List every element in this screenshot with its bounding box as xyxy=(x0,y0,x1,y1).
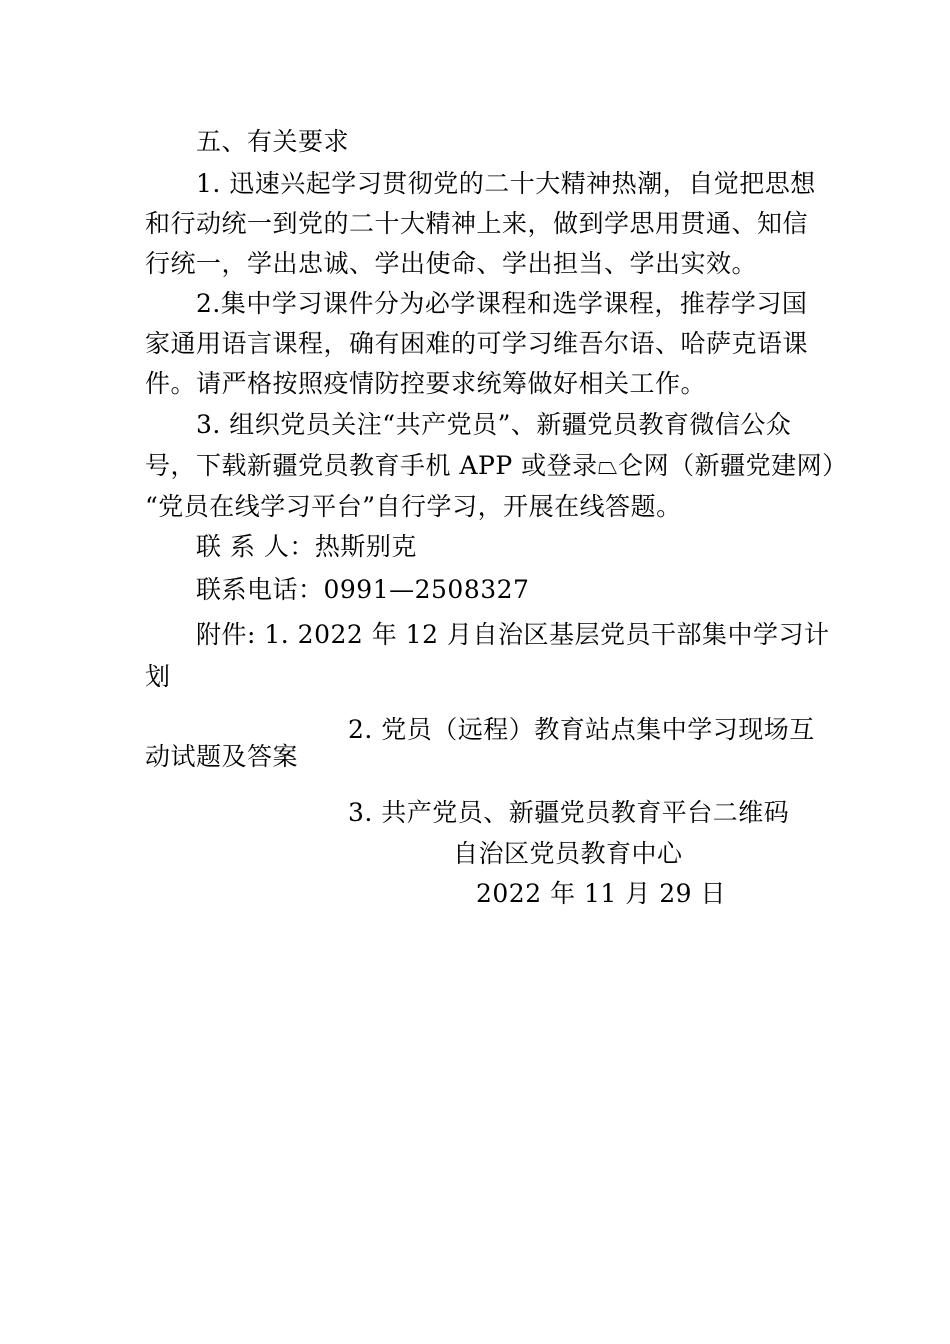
item3-line1: 3. 组织党员关注“共产党员”、新疆党员教育微信公众 xyxy=(196,410,792,439)
attachment-1-line2: 划 xyxy=(145,662,171,691)
item1-line3: 行统一，学出忠诚、学出使命、学出担当、学出实效。 xyxy=(145,249,758,278)
item2-line3: 件。请严格按照疫情防控要求统筹做好相关工作。 xyxy=(145,369,707,398)
signature-org: 自治区党员教育中心 xyxy=(453,839,683,868)
section-heading: 五、有关要求 xyxy=(196,127,350,156)
item1-line1: 1. 迅速兴起学习贯彻党的二十大精神热潮，自觉把思想 xyxy=(196,169,816,198)
item2-line2: 家通用语言课程，确有困难的可学习维吾尔语、哈萨克语课 xyxy=(145,329,809,358)
attachment-2-line1: 2. 党员（远程）教育站点集中学习现场互 xyxy=(348,715,815,744)
item3-line3: “党员在线学习平台”自行学习，开展在线答题。 xyxy=(145,492,682,521)
attachment-1-line1: 附件: 1. 2022 年 12 月自治区基层党员干部集中学习计 xyxy=(196,620,830,649)
signature-date: 2022 年 11 月 29 日 xyxy=(476,879,726,908)
attachment-3: 3. 共产党员、新疆党员教育平台二维码 xyxy=(348,798,790,827)
item2-line1: 2.集中学习课件分为必学课程和选学课程，推荐学习国 xyxy=(196,289,808,318)
contact-phone: 联系电话：0991—2508327 xyxy=(196,575,530,604)
attachment-2-line2: 动试题及答案 xyxy=(145,742,299,771)
contact-person: 联 系 人：热斯别克 xyxy=(196,532,417,561)
item3-line2: 号，下载新疆党员教育手机 APP 或登录⏢仑网（新疆党建网） xyxy=(145,451,848,480)
item1-line2: 和行动统一到党的二十大精神上来，做到学思用贯通、知信 xyxy=(145,209,809,238)
